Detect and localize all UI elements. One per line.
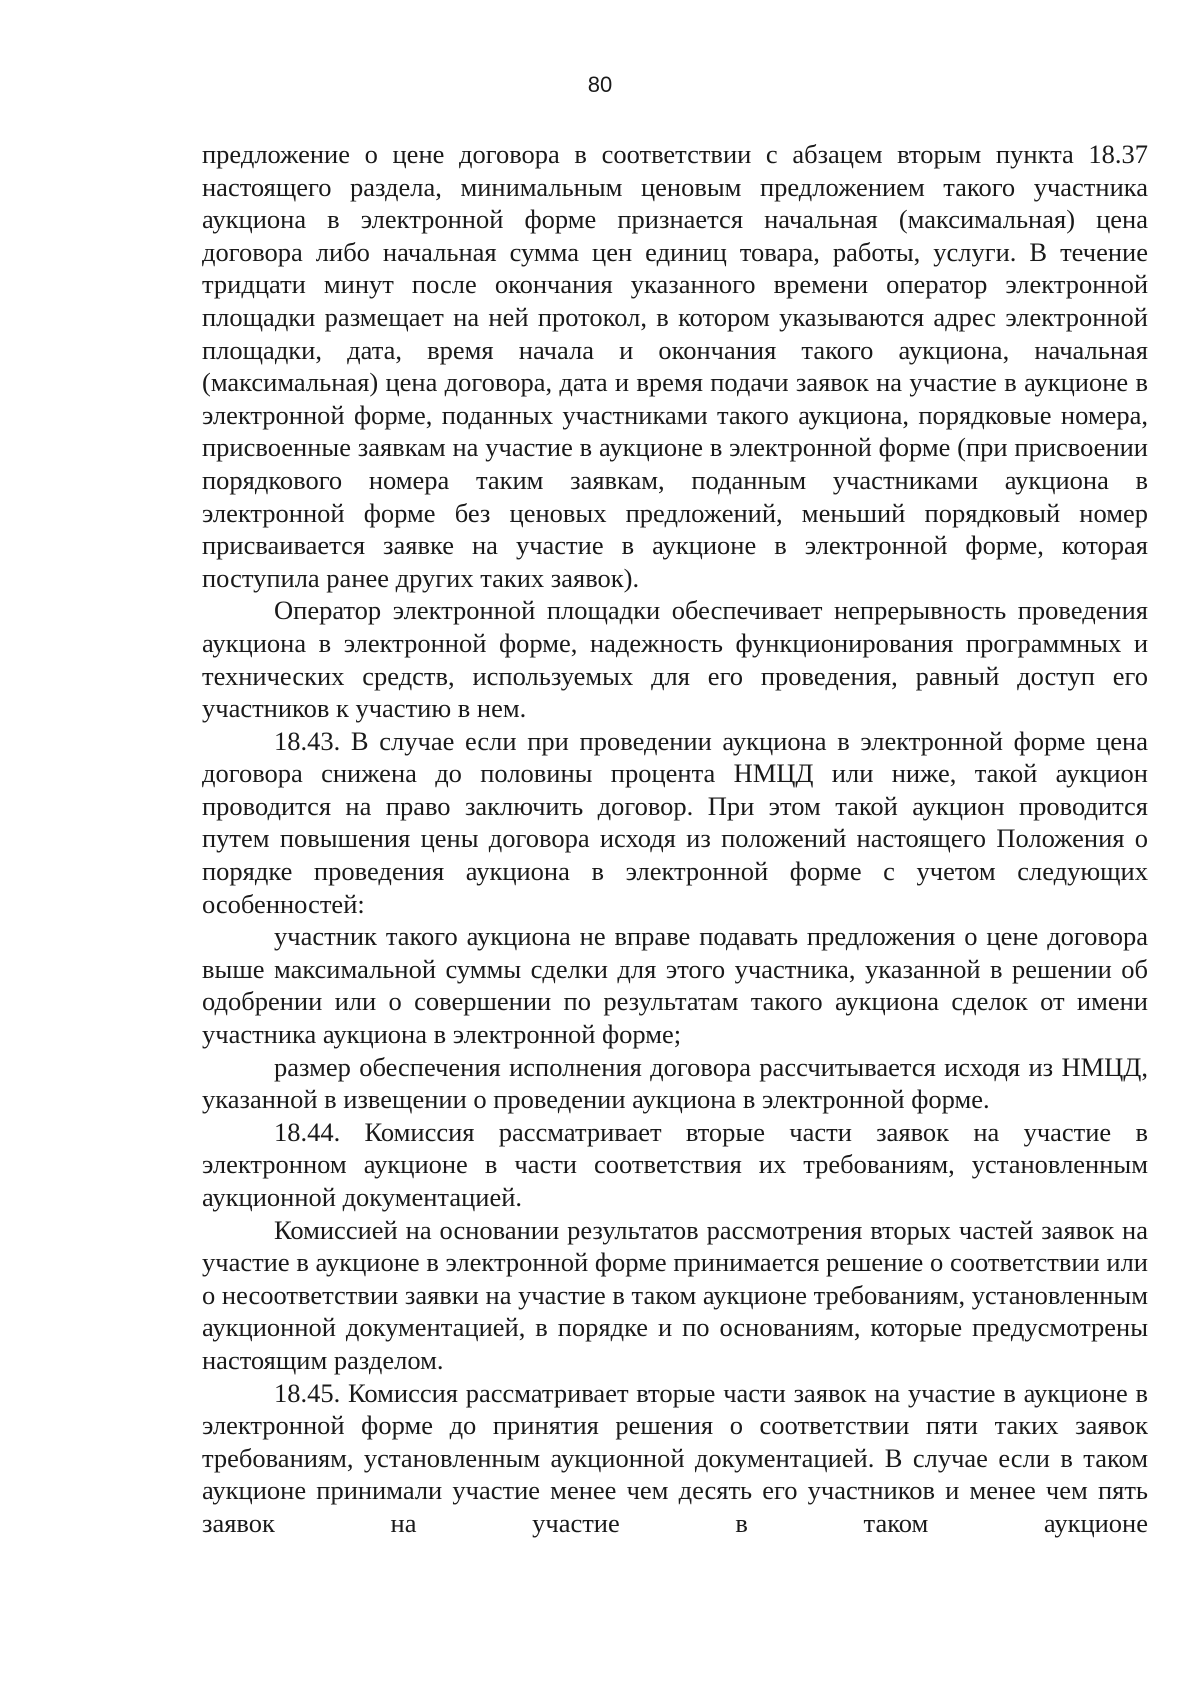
paragraph-18-45: 18.45. Комиссия рассматривает вторые части заявок на участие в аукционе в электронной форме до принятия решения о соответствии пяти таких заявок требованиям, установленным аукционной документацией. В случае если в таком аукционе принимали участие менее чем десять его участников и менее чем пять заявок на участие в таком аукционе [202, 1377, 1148, 1538]
paragraph-commission-decision: Комиссией на основании результатов рассмотрения вторых частей заявок на участие в аукционе в электронной форме принимается решение о соответствии или о несоответствии заявки на участие в таком аукционе требованиям, установленным аукционной документацией, в порядке и по основаниям, которые предусмотрены настоящим разделом. [202, 1214, 1148, 1375]
paragraph-18-43: 18.43. В случае если при проведении аукциона в электронной форме цена договора снижена до половины процента НМЦД или ниже, такой аукцион проводится на право заключить договор. При этом такой аукцион проводится путем повышения цены договора исходя из положений настоящего Положения о порядке проведения аукциона в электронной форме с учетом следующих особенностей: [202, 725, 1148, 919]
document-body [202, 138, 1148, 1540]
paragraph-security-amount: размер обеспечения исполнения договора рассчитывается исходя из НМЦД, указанной в извещении о проведении аукциона в электронной форме. [202, 1051, 1148, 1115]
paragraph-protocol-continuation: предложение о цене договора в соответствии с абзацем вторым пункта 18.37 настоящего раздела, минимальным ценовым предложением такого участника аукциона в электронной форме признается начальная (максимальная) цена договора либо начальная сумма цен единиц товара, работы, услуги. В течение тридцати минут после окончания указанного времени оператор электронной площадки размещает на ней протокол, в котором указываются адрес электронной площадки, дата, время начала и окончания такого аукциона, начальная (максимальная) цена договора, дата и время подачи заявок на участие в аукционе в электронной форме, поданных участниками такого аукциона, порядковые номера, присвоенные заявкам на участие в аукционе в электронной форме (при присвоении порядкового номера таким заявкам, поданным участниками аукциона в электронной форме без ценовых предложений, меньший порядковый номер присваивается заявке на участие в аукционе в электронной форме, которая поступила ранее других таких заявок). [202, 139, 1148, 593]
paragraph-operator-continuity: Оператор электронной площадки обеспечивает непрерывность проведения аукциона в электронной форме, надежность функционирования программных и технических средств, используемых для его проведения, равный доступ его участников к участию в нем. [202, 595, 1148, 724]
paragraph-18-44: 18.44. Комиссия рассматривает вторые части заявок на участие в электронном аукционе в части соответствия их требованиям, установленным аукционной документацией. [202, 1116, 1148, 1212]
paragraph-participant-limit: участник такого аукциона не вправе подавать предложения о цене договора выше максимальной суммы сделки для этого участника, указанной в решении об одобрении или о совершении по результатам такого аукциона сделок от имени участника аукциона в электронной форме; [202, 921, 1148, 1050]
page-number: 80 [587, 72, 613, 97]
